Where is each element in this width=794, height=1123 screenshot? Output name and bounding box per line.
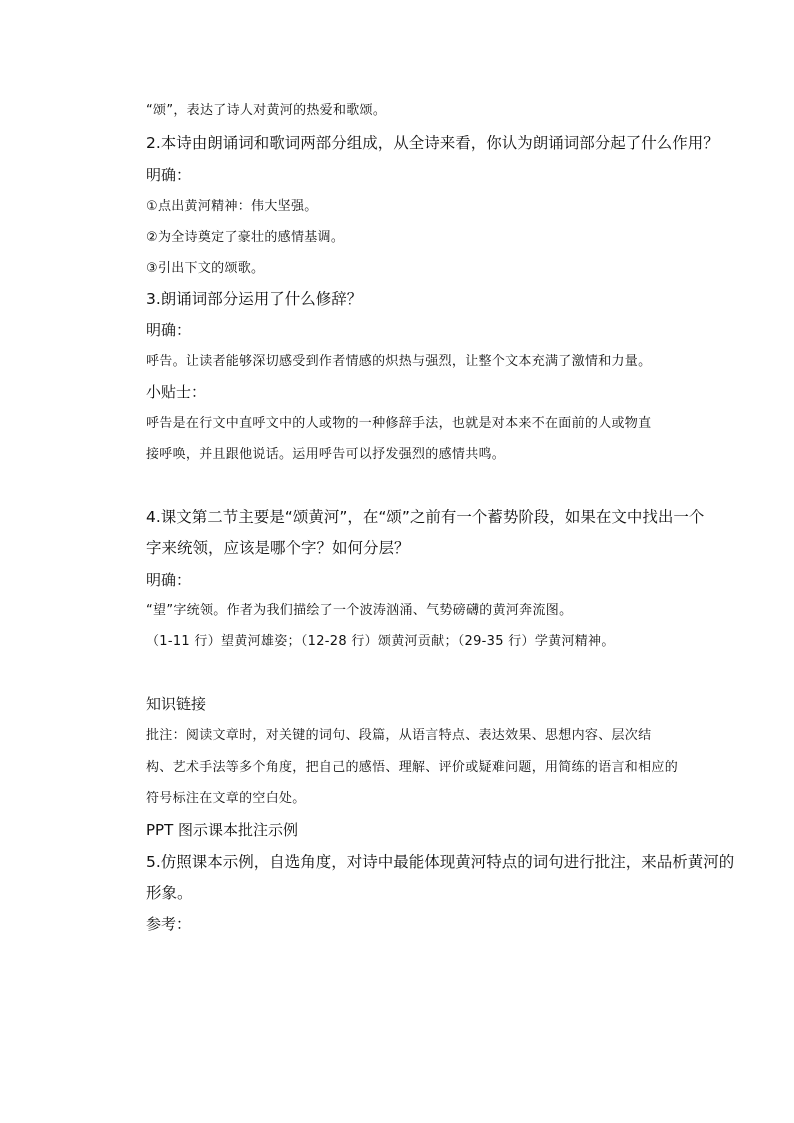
question-2-label: 明确： bbox=[146, 166, 192, 184]
question-4-answer-1: “望”字统领。作者为我们描绘了一个波涛汹涌、气势磅礴的黄河奔流图。 bbox=[146, 603, 573, 618]
reference-label: 参考： bbox=[146, 915, 192, 933]
question-4-answer-2: （1-11 行）望黄河雄姿；（12-28 行）颂黄河贡献；（29-35 行）学黄河精神。 bbox=[146, 634, 615, 649]
question-3: 3.朗诵词部分运用了什么修辞？ bbox=[146, 290, 363, 308]
question-2-answer-2: ②为全诗奠定了豪壮的感情基调。 bbox=[146, 230, 345, 245]
annotation-line-1: 批注：阅读文章时，对关键的词句、段篇，从语言特点、表达效果、思想内容、层次结 bbox=[146, 728, 652, 743]
question-3-answer: 呼告。让读者能够深切感受到作者情感的炽热与强烈，让整个文本充满了激情和力量。 bbox=[146, 354, 652, 369]
tip-label: 小贴士： bbox=[146, 383, 207, 401]
question-4-line-1: 4.课文第二节主要是“颂黄河”，在“颂”之前有一个蓄势阶段，如果在文中找出一个 bbox=[146, 508, 705, 526]
tip-line-2: 接呼唤，并且跟他说话。运用呼告可以抒发强烈的感情共鸣。 bbox=[146, 447, 506, 462]
question-2-answer-3: ③引出下文的颂歌。 bbox=[146, 261, 265, 276]
question-5-line-1: 5.仿照课本示例，自选角度，对诗中最能体现黄河特点的词句进行批注，来品析黄河的 bbox=[146, 853, 735, 871]
annotation-line-3: 符号标注在文章的空白处。 bbox=[146, 791, 306, 806]
annotation-line-2: 构、艺术手法等多个角度，把自己的感悟、理解、评价或疑难问题，用简练的语言和相应的 bbox=[146, 760, 679, 775]
question-3-label: 明确： bbox=[146, 321, 192, 339]
question-5-line-2: 形象。 bbox=[146, 884, 193, 902]
ppt-caption: PPT 图示课本批注示例 bbox=[146, 821, 299, 839]
question-4-line-2: 字来统领，应该是哪个字？如何分层？ bbox=[146, 539, 410, 557]
intro-line: “颂”，表达了诗人对黄河的热爱和歌颂。 bbox=[146, 103, 387, 118]
tip-line-1: 呼告是在行文中直呼文中的人或物的一种修辞手法，也就是对本来不在面前的人或物直 bbox=[146, 416, 652, 431]
question-4-label: 明确： bbox=[146, 571, 192, 589]
knowledge-link-title: 知识链接 bbox=[146, 695, 207, 713]
question-2: 2.本诗由朗诵词和歌词两部分组成，从全诗来看，你认为朗诵词部分起了什么作用？ bbox=[146, 134, 719, 152]
question-2-answer-1: ①点出黄河精神：伟大坚强。 bbox=[146, 199, 318, 214]
